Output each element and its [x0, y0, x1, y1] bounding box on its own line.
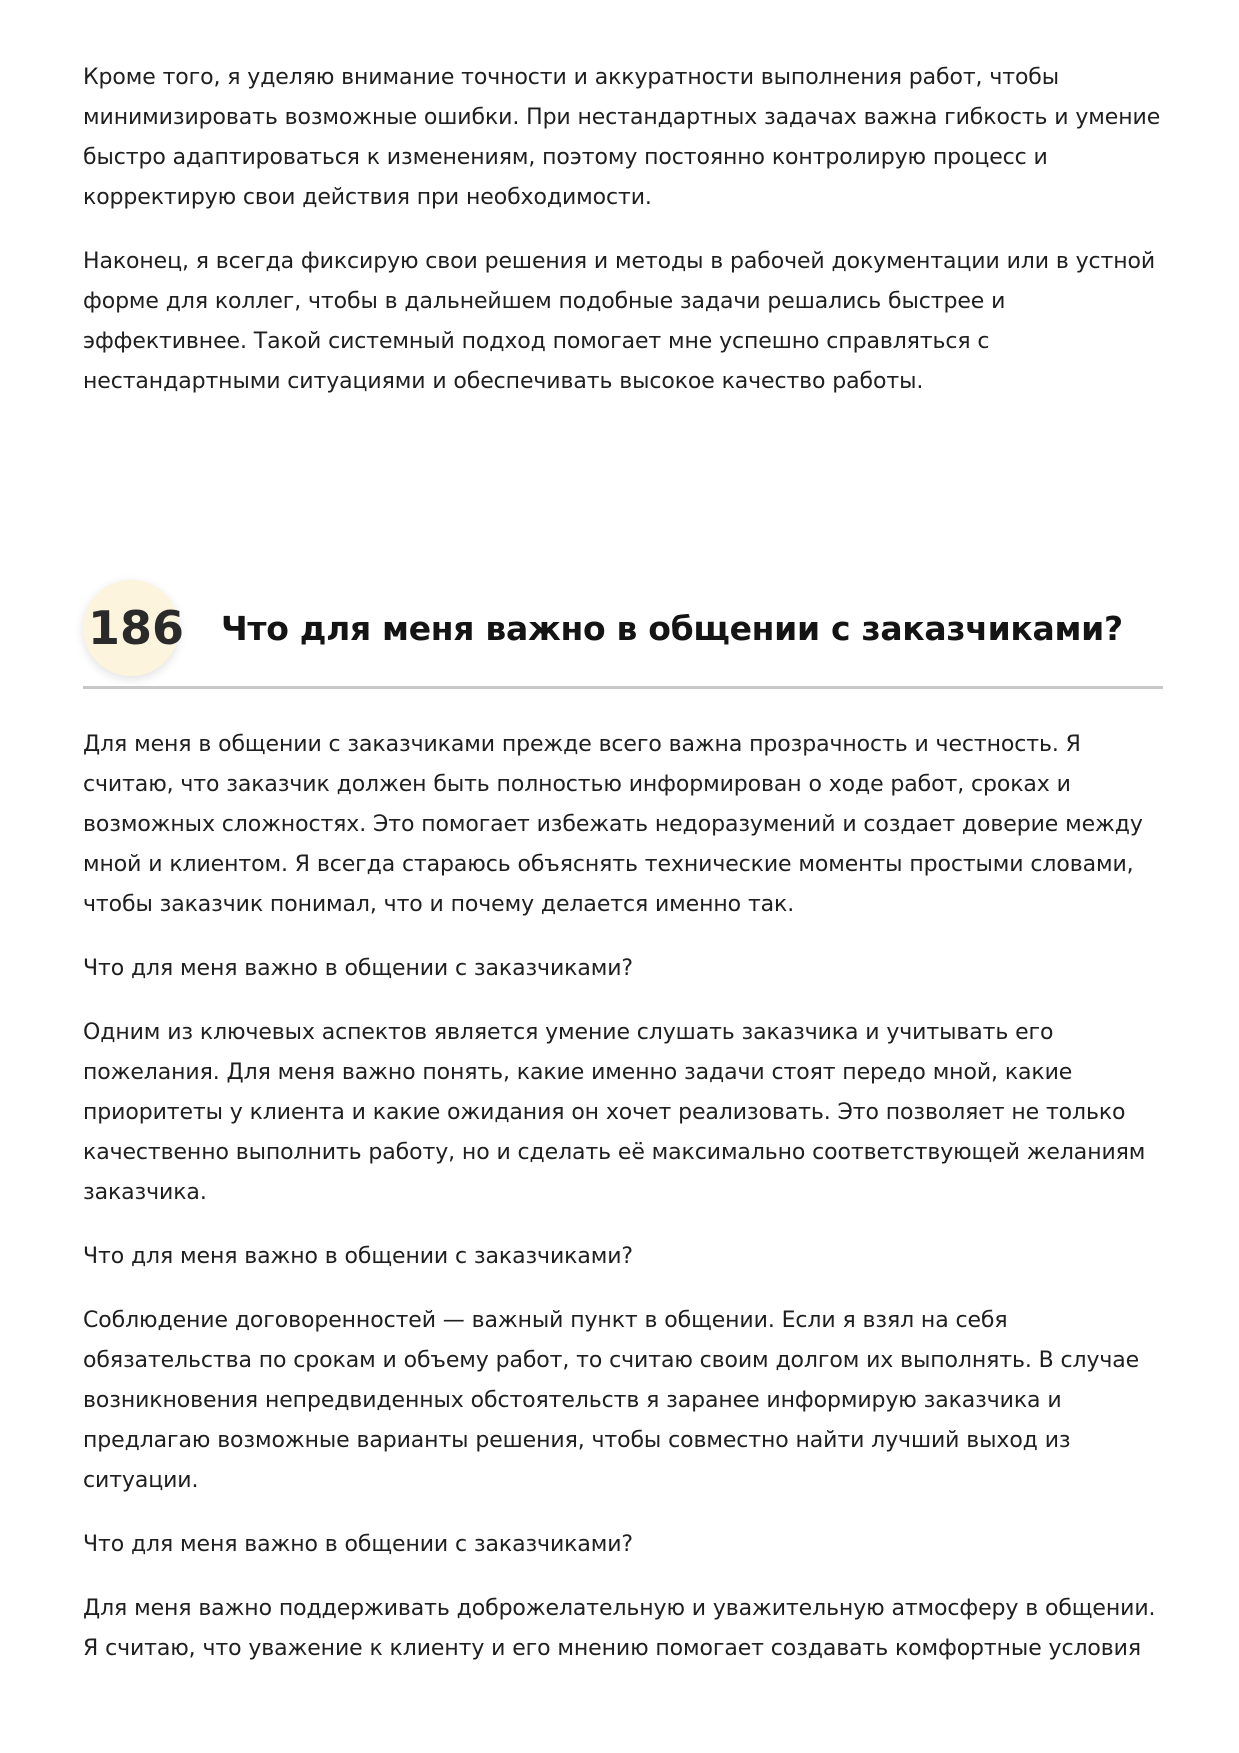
paragraph: Соблюдение договоренностей — важный пункт в общении. Если я взял на себя обязательства по срокам и объему работ, то считаю своим долгом их выполнять. В случае возникновения непредвиденных обстоятельств я заранее информирую заказчика и предлагаю возможные варианты решения, чтобы совместно найти лучший выход из ситуации. [83, 1308, 1140, 1493]
section-body [83, 725, 1163, 1693]
paragraph: Для меня важно поддерживать доброжелательную и уважительную атмосферу в общении. Я считаю, что уважение к клиенту и его мнению помогает создавать комфортные условия [83, 1596, 1156, 1661]
paragraph: Для меня в общении с заказчиками прежде всего важна прозрачность и честность. Я считаю, что заказчик должен быть полностью информирован о ходе работ, сроках и возможных сложностях. Это помогает избежать недоразумений и создает доверие между мной и клиентом. Я всегда стараюсь объяснять технические моменты простыми словами, чтобы заказчик понимал, что и почему делается именно так. [83, 732, 1143, 917]
paragraph: Одним из ключевых аспектов является умение слушать заказчика и учитывать его пожелания. Для меня важно понять, какие именно задачи стоят передо мной, какие приоритеты у клиента и какие ожидания он хочет реализовать. Это позволяет не только качественно выполнить работу, но и сделать её максимально соответствующей желаниям заказчика. [83, 1020, 1146, 1205]
section-header [83, 580, 1163, 689]
intro-text [83, 58, 1163, 426]
paragraph-subheading: Что для меня важно в общении с заказчиками? [83, 1244, 633, 1269]
paragraph-subheading: Что для меня важно в общении с заказчиками? [83, 1532, 633, 1557]
paragraph: Кроме того, я уделяю внимание точности и аккуратности выполнения работ, чтобы минимизировать возможные ошибки. При нестандартных задачах важна гибкость и умение быстро адаптироваться к изменениям, поэтому постоянно контролирую процесс и корректирую свои действия при необходимости. [83, 65, 1161, 210]
paragraph-subheading: Что для меня важно в общении с заказчиками? [83, 956, 633, 981]
paragraph: Наконец, я всегда фиксирую свои решения и методы в рабочей документации или в устной форме для коллег, чтобы в дальнейшем подобные задачи решались быстрее и эффективнее. Такой системный подход помогает мне успешно справляться с нестандартными ситуациями и обеспечивать высокое качество работы. [83, 249, 1156, 394]
section-title: Что для меня важно в общении с заказчиками? [221, 609, 1123, 648]
section-number: 186 [88, 601, 185, 655]
